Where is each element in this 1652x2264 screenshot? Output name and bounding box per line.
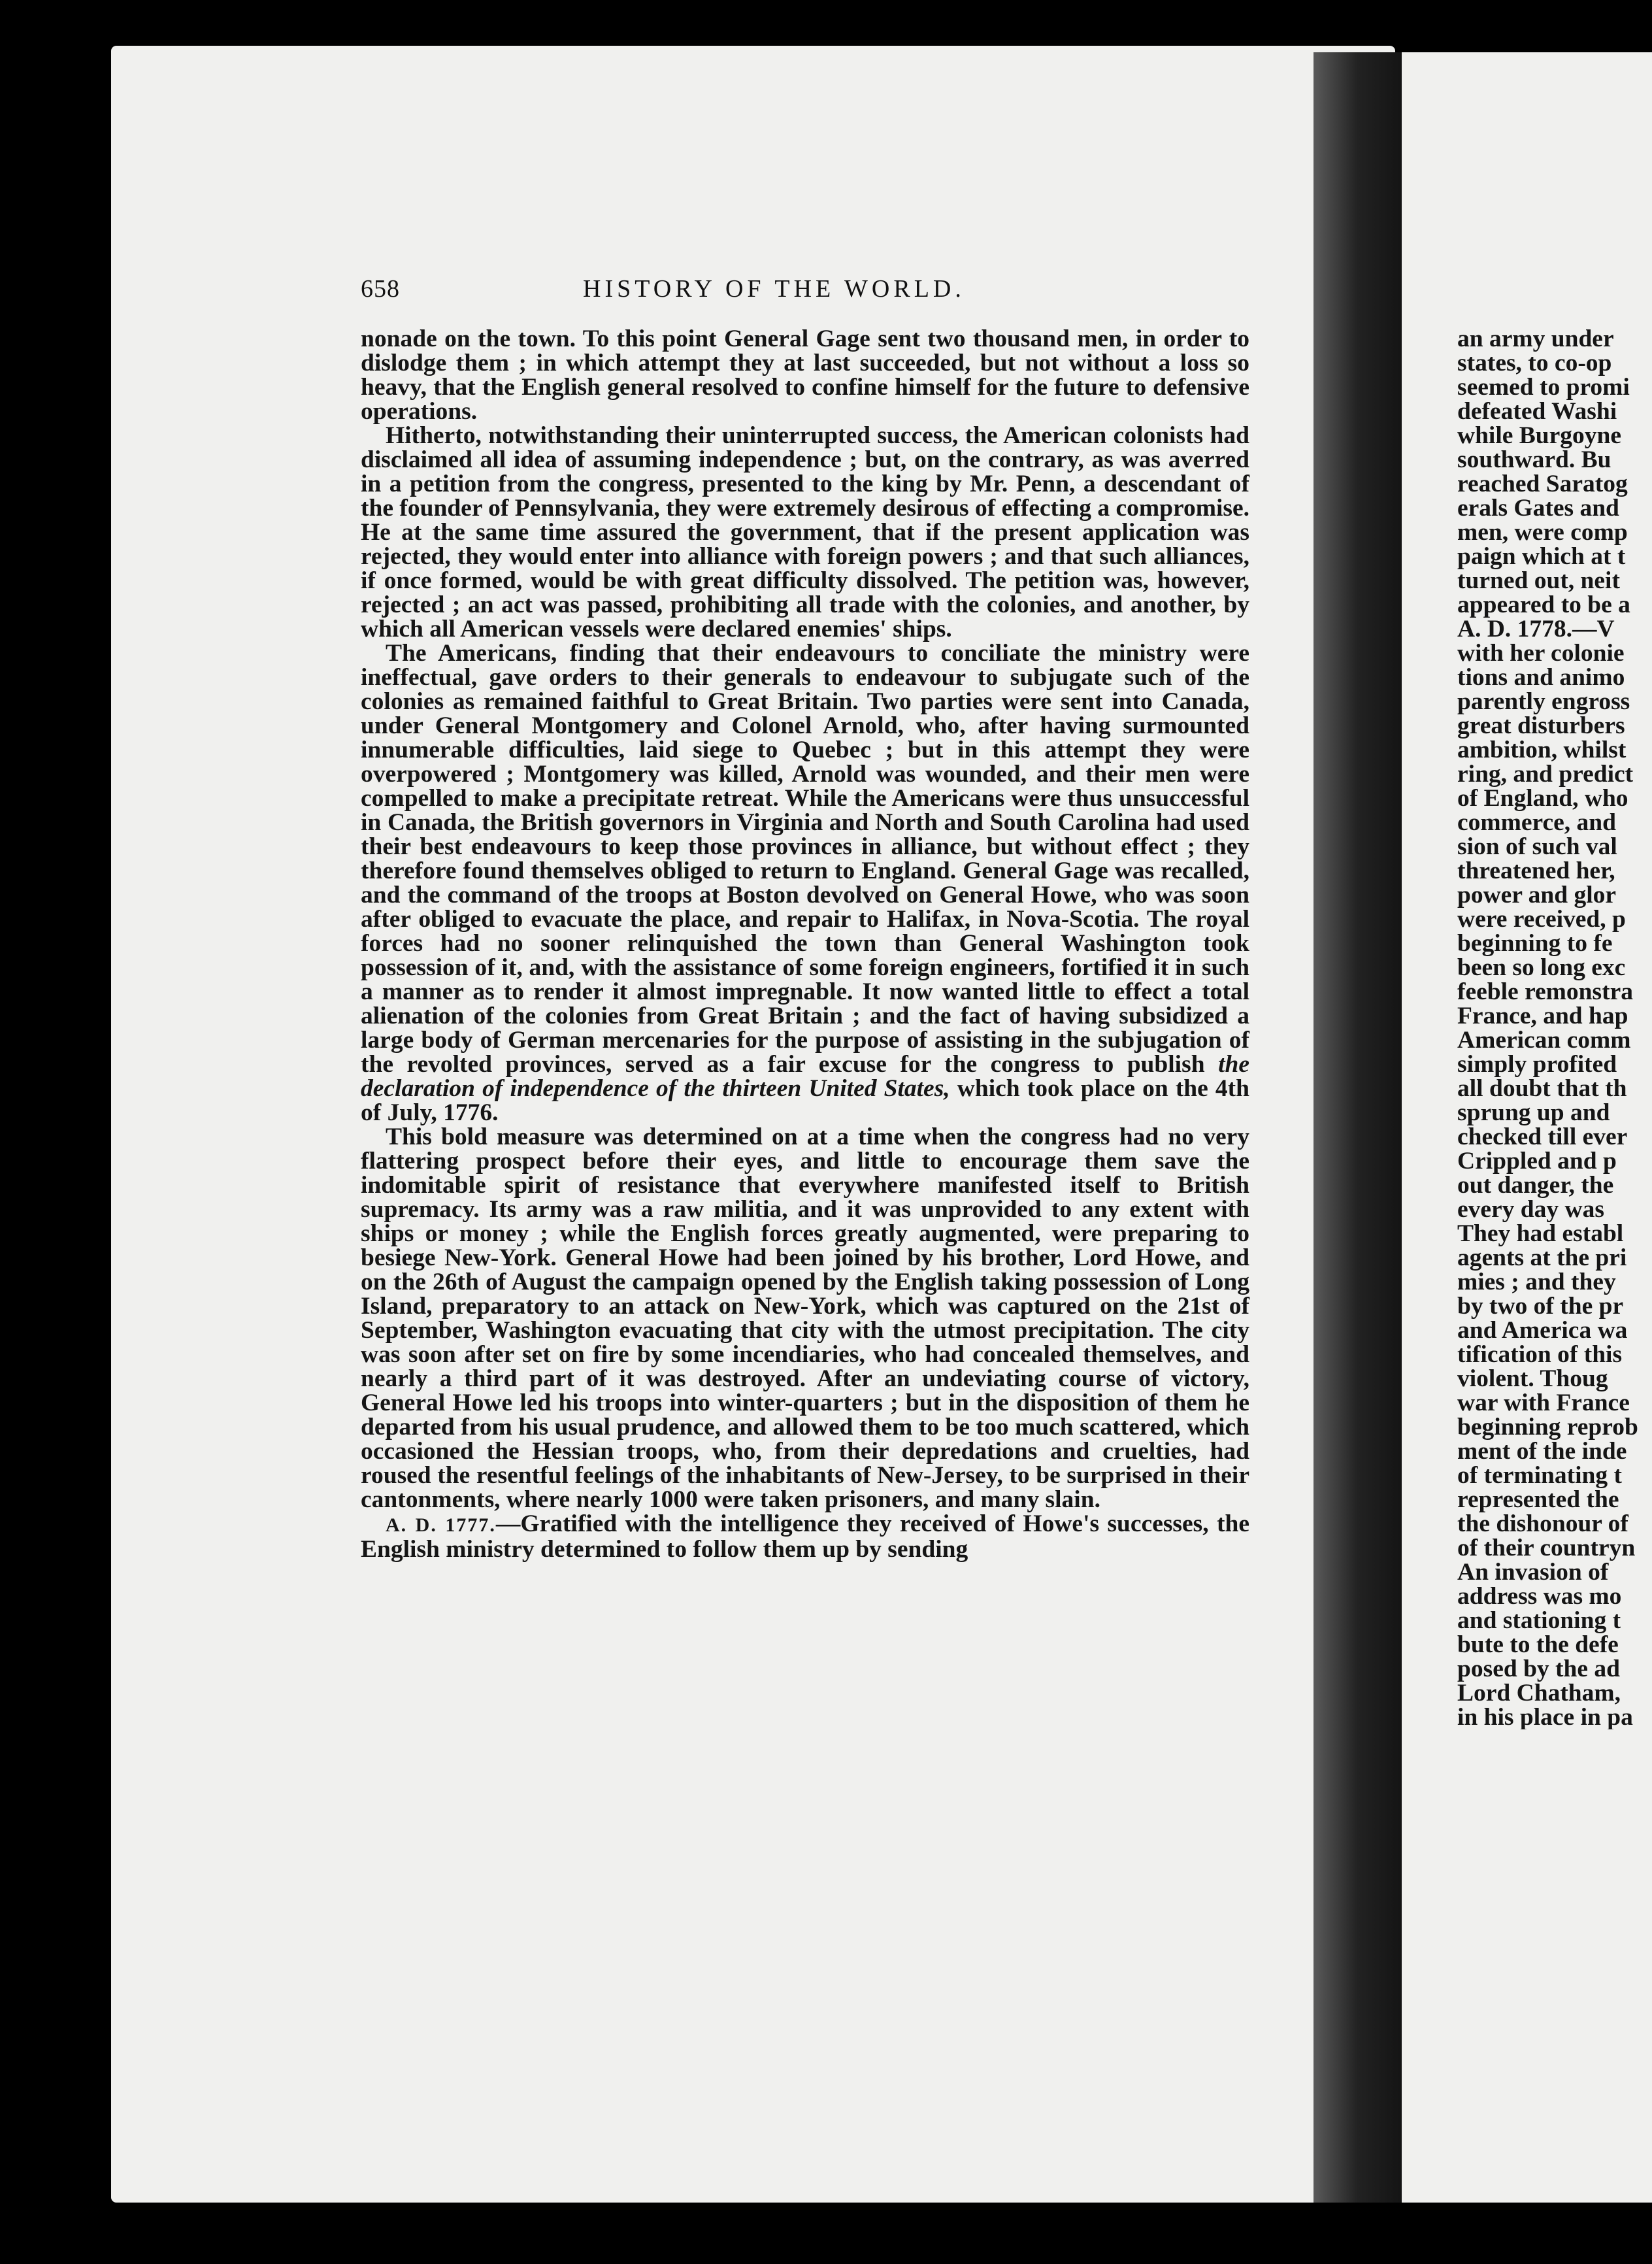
right-column-line: address was mo xyxy=(1457,1583,1622,1610)
right-column-line: A. D. 1778.—V xyxy=(1457,616,1615,642)
right-column-line: beginning reprob xyxy=(1457,1414,1638,1440)
right-column-line: tions and animo xyxy=(1457,664,1625,691)
right-column-line: in his place in pa xyxy=(1457,1704,1633,1729)
right-column-line: of their countryn xyxy=(1457,1535,1636,1561)
italic-phrase: the declaration of independence of the thirteen United States, xyxy=(361,1051,1249,1102)
right-column-line: with her colonie xyxy=(1457,640,1625,667)
right-column-line: turned out, neit xyxy=(1457,567,1620,594)
right-column-line: been so long exc xyxy=(1457,954,1626,981)
right-column-line: feeble remonstra xyxy=(1457,978,1634,1005)
paragraph-text: which took place on the 4th of July, 1776. xyxy=(361,1075,1250,1126)
right-column-line: great disturbers xyxy=(1457,712,1625,739)
right-column-line: while Burgoyne xyxy=(1457,422,1622,449)
paragraph: nonade on the town. To this point General Gage sent two thousand men, in order to dislodge them ; in which attempt they at last succeeded, but not without a loss so heavy, that the English general resolved to confine himself for the future to defensive operations. xyxy=(361,325,1249,425)
right-column-line: bute to the defe xyxy=(1457,1631,1619,1658)
right-column-line: parently engross xyxy=(1457,688,1630,715)
right-column-line: out danger, the xyxy=(1457,1172,1614,1199)
right-column-line: were received, p xyxy=(1457,906,1626,933)
right-column-line: the dishonour of xyxy=(1457,1510,1628,1537)
right-column-line: paign which at t xyxy=(1457,543,1626,570)
right-column-line: Lord Chatham, xyxy=(1457,1680,1621,1706)
right-column-line: southward. Bu xyxy=(1457,446,1611,473)
right-column-line: ring, and predict xyxy=(1457,761,1634,788)
right-column-line: ment of the inde xyxy=(1457,1438,1627,1465)
right-column-line: checked till ever xyxy=(1457,1124,1628,1150)
paragraph xyxy=(361,1512,1249,1561)
right-column-line: beginning to fe xyxy=(1457,930,1613,957)
book-gutter xyxy=(1313,52,1412,2203)
right-column-line: by two of the pr xyxy=(1457,1293,1624,1320)
right-column-line: every day was xyxy=(1457,1196,1604,1223)
right-column-line: states, to co-op xyxy=(1457,350,1612,376)
right-column-line: defeated Washi xyxy=(1457,398,1617,425)
year-heading: A. D. 1777. xyxy=(386,1514,496,1536)
paragraph-text: —Gratified with the intelligence they received of Howe's successes, the English ministry determined to follow them up by sending xyxy=(361,1510,1249,1563)
right-column-line: power and glor xyxy=(1457,882,1617,908)
right-column-line: Crippled and p xyxy=(1457,1148,1617,1174)
right-column-line: France, and hap xyxy=(1457,1003,1628,1029)
right-column-line: all doubt that th xyxy=(1457,1075,1627,1102)
right-column-line: an army under xyxy=(1457,327,1614,352)
right-column-line: simply profited xyxy=(1457,1051,1617,1078)
paragraph: Hitherto, notwithstanding their uninterrupted success, the American colonists had disclaimed all idea of assuming independence ; but, on the contrary, as was averred in a petition from the congress, presented to the king by Mr. Penn, a descendant of the founder of Pennsylvania, they were extremely desirous of effecting a compromise. He at the same time assured the government, that if the present application was rejected, they would enter into alliance with foreign powers ; and that such alliances, if once formed, would be with great difficulty dissolved. The petition was, however, rejected ; an act was passed, prohibiting all trade with the colonies, and another, by which all American vessels were declared enemies' ships. xyxy=(361,422,1249,642)
right-column-line: men, were comp xyxy=(1457,519,1628,546)
right-column-line: ambition, whilst xyxy=(1457,737,1627,763)
paragraph: This bold measure was determined on at a time when the congress had no very flattering prospect before their eyes, and little to encourage them save the indomitable spirit of resistance that everywhere manifested itself to British supremacy. Its army was a raw militia, and it was unprovided to any extent with ships or money ; while the English forces greatly augmented, were preparing to besiege New-York. General Howe had been joined by his brother, Lord Howe, and on the 26th of August the campaign opened by the English taking possession of Long Island, preparatory to an attack on New-York, which was captured on the 21st of September, Washington evacuating that city with the utmost precipitation. The city was soon after set on fire by some incendiaries, who had concealed themselves, and nearly a third part of it was destroyed. After an undeviating course of victory, General Howe led his troops into winter-quarters ; but in the disposition of them he departed from his usual prudence, and allowed them to be too much scattered, which occasioned the Hessian troops, who, from their depredations and cruelties, had roused the resentful feelings of the inhabitants of New-Jersey, to be surprised in their cantonments, where nearly 1000 were taken prisoners, and many slain. xyxy=(361,1124,1249,1513)
right-column-line: American comm xyxy=(1457,1027,1631,1054)
right-column-line: threatened her, xyxy=(1457,857,1615,884)
running-title: HISTORY OF THE WORLD. xyxy=(583,275,965,303)
left-column-text xyxy=(361,327,1249,1561)
paragraph xyxy=(361,641,1249,1125)
page-header xyxy=(361,275,1276,307)
right-column-line: reached Saratog xyxy=(1457,471,1628,497)
right-column-line: erals Gates and xyxy=(1457,495,1619,522)
right-column-text xyxy=(1457,327,1652,1729)
right-column-line: appeared to be a xyxy=(1457,591,1630,618)
right-column-line: and America wa xyxy=(1457,1317,1628,1344)
right-column-line: They had establ xyxy=(1457,1220,1624,1247)
right-column-line: An invasion of xyxy=(1457,1559,1609,1586)
right-column-line: of terminating t xyxy=(1457,1462,1623,1489)
right-column-line: represented the xyxy=(1457,1486,1619,1513)
right-column-line: posed by the ad xyxy=(1457,1656,1621,1682)
right-column-line: violent. Thoug xyxy=(1457,1365,1608,1392)
right-column-line: mies ; and they xyxy=(1457,1269,1616,1295)
paragraph-text: The Americans, finding that their endeavours to conciliate the ministry were ineffectual, gave orders to their generals to endeavour to subjugate such of the colonies as remained faithful to Great Britain. Two parties were sent into Canada, under General Montgomery and Colonel Arnold, who, after having surmounted innumerable difficulties, laid siege to Quebec ; but in this attempt they were overpowered ; Montgomery was killed, Arnold was wounded, and their men were compelled to make a precipitate retreat. While the Americans were thus unsuccessful in Canada, the British governors in Virginia and North and South Carolina had used their best endeavours to keep those provinces in alliance, but without effect ; they therefore found themselves obliged to return to England. General Gage was recalled, and the command of the troops at Boston devolved on General Howe, who was soon after obliged to evacuate the place, and repair to Halifax, in Nova-Scotia. The royal forces had no sooner relinquished the town than General Washington took possession of it, and, with the assistance of some foreign engineers, fortified it in such a manner as to render it almost impregnable. It now wanted little to effect a total alienation of the colonies from Great Britain ; and the fact of having subsidized a large body of German mercenaries for the purpose of assisting in the subjugation of the revolted provinces, served as a fair excuse for the congress to publish xyxy=(361,640,1249,1078)
right-column-line: of England, who xyxy=(1457,785,1628,812)
right-column-line: and stationing t xyxy=(1457,1607,1621,1634)
page-number: 658 xyxy=(361,275,400,303)
right-column-line: seemed to promi xyxy=(1457,374,1630,401)
right-column-line: sion of such val xyxy=(1457,833,1617,860)
right-column-line: sprung up and xyxy=(1457,1099,1610,1126)
right-column-line: war with France xyxy=(1457,1390,1630,1416)
right-column-line: commerce, and xyxy=(1457,809,1616,836)
right-column-line: tification of this xyxy=(1457,1341,1623,1368)
right-column-line: agents at the pri xyxy=(1457,1244,1627,1271)
